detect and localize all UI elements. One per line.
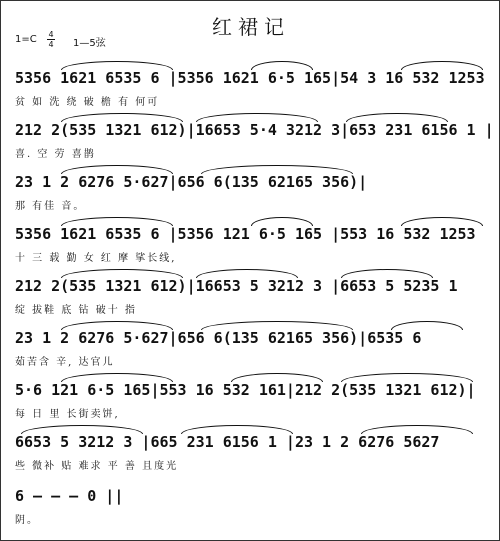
meter-bottom: 4 bbox=[48, 40, 54, 49]
notation-line: 5356 1621 6535 6 |5356 121 6·5 165 |553 16 532 1253 bbox=[15, 225, 476, 243]
notation-line: 23 1 2 6276 5·627|656 6(135 62165 356)|6535 6 bbox=[15, 329, 422, 347]
lyric-line: 十 三 载 勤 女 红 摩 挲长线, bbox=[15, 253, 177, 264]
notation-line: 212 2(535 1321 612)|16653 5 3212 3 |6653 5 5235 1 bbox=[15, 277, 458, 295]
lyric-line: 喜. 空 劳 喜鹊 bbox=[15, 149, 96, 160]
lyric-line: 茹苦含 辛, 达官儿 bbox=[15, 357, 115, 368]
lyric-line: 绽 拔鞋 底 钻 破十 指 bbox=[15, 305, 137, 316]
meter-top: 4 bbox=[48, 30, 54, 39]
time-signature bbox=[47, 30, 55, 49]
notation-line: 6653 5 3212 3 |665 231 6156 1 |23 1 2 6276 5627 bbox=[15, 433, 440, 451]
notation-line: 23 1 2 6276 5·627|656 6(135 62165 356)| bbox=[15, 173, 368, 191]
score-title: 红裙记 bbox=[212, 15, 290, 39]
lyric-line: 阴。 bbox=[15, 515, 39, 526]
lyric-line: 贫 如 洗 绕 破 檐 有 何可 bbox=[15, 97, 160, 108]
lyric-line: 些 微补 贴 难求 平 善 且度光 bbox=[15, 461, 179, 472]
notation-line: 5·6 121 6·5 165|553 16 532 161|212 2(535 1321 612)| bbox=[15, 381, 476, 399]
lyric-line: 每 日 里 长街卖饼, bbox=[15, 409, 120, 420]
lyric-line: 那 有佳 音。 bbox=[15, 201, 86, 212]
notation-line: 6 — — — 0 || bbox=[15, 487, 124, 505]
notation-line: 5356 1621 6535 6 |5356 1621 6·5 165|54 3 16 532 1253 bbox=[15, 69, 485, 87]
string-tuning: 1—5弦 bbox=[73, 38, 106, 49]
notation-line: 212 2(535 1321 612)|16653 5·4 3212 3|653 231 6156 1 | bbox=[15, 121, 494, 139]
key-signature: 1=C bbox=[15, 34, 37, 45]
